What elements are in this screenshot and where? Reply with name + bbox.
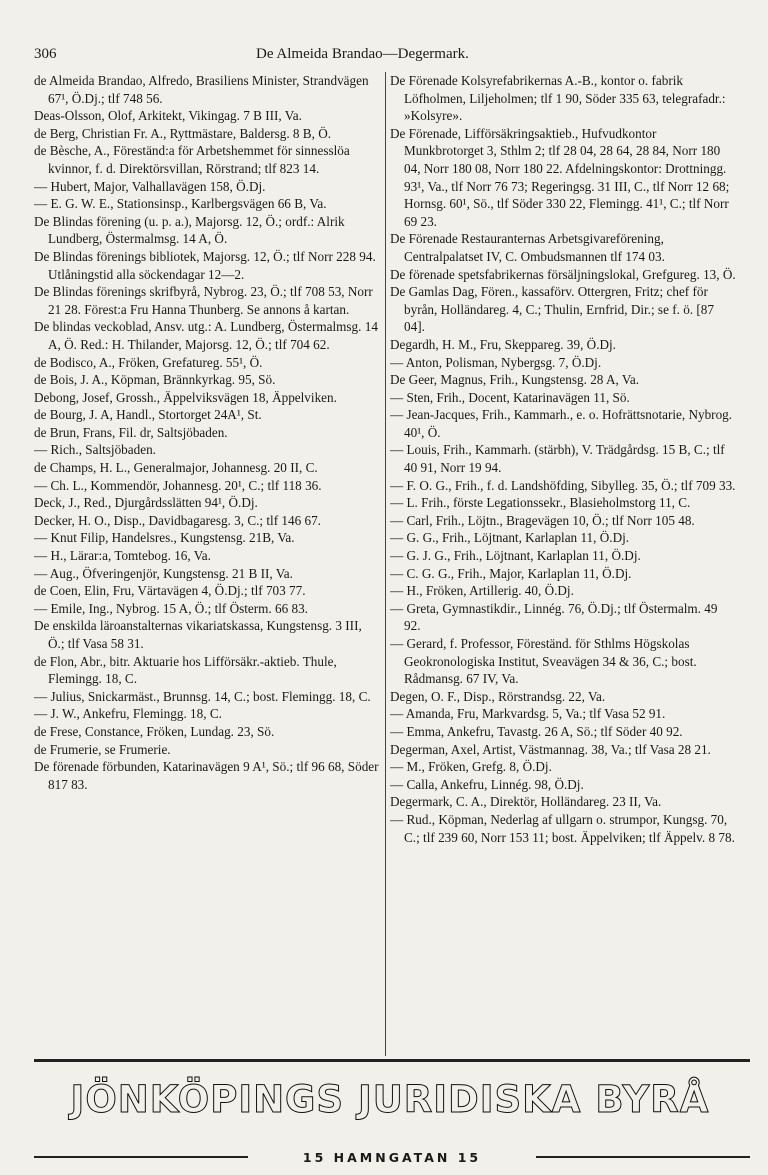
directory-entry: Decker, H. O., Disp., Davidbagaresg. 3, C.; tlf 146 67. xyxy=(34,512,321,528)
directory-entry: De Blindas förening (u. p. a.), Majorsg. 12, Ö.; ordf.: Alrik Lundberg, Östermalmsg. 14 A, Ö. xyxy=(34,213,345,247)
directory-columns xyxy=(34,72,746,1056)
directory-entry: De enskilda läroanstalternas vikariatskassa, Kungstensg. 3 III, Ö.; tlf Vasa 58 31. xyxy=(34,618,362,651)
directory-entry: — M., Fröken, Grefg. 8, Ö.Dj. xyxy=(390,759,552,775)
directory-entry: Deas-Olsson, Olof, Arkitekt, Vikingag. 7 B III, Va. xyxy=(34,108,302,124)
directory-entry: — Sten, Frih., Docent, Katarinavägen 11, Sö. xyxy=(390,389,630,405)
directory-entry: Degardh, H. M., Fru, Skeppareg. 39, Ö.Dj. xyxy=(390,336,616,352)
directory-entry: — G. J. G., Frih., Löjtnant, Karlaplan 11, Ö.Dj. xyxy=(390,548,641,564)
directory-entry: de Champs, H. L., Generalmajor, Johannesg. 20 II, C. xyxy=(34,460,318,476)
directory-entry: de Brun, Frans, Fil. dr, Saltsjöbaden. xyxy=(34,424,228,440)
address-rule-left xyxy=(34,1156,248,1158)
directory-entry: — Gerard, f. Professor, Föreständ. för Sthlms Högskolas Geokronologiska Institut, Sveavägen 34 & 36, C.; bost. Rådmansg. 67 IV, Va. xyxy=(390,636,697,687)
directory-entry: De blindas veckoblad, Ansv. utg.: A. Lundberg, Östermalmsg. 14 A, Ö. Red.: H. Thilander, Majorsg. 12, Ö.; tlf 704 62. xyxy=(34,319,378,352)
directory-entry: — Hubert, Major, Valhallavägen 158, Ö.Dj. xyxy=(34,178,266,194)
directory-entry: — Julius, Snickarmäst., Brunnsg. 14, C.; bost. Flemingg. 18, C. xyxy=(34,688,371,704)
directory-entry: — Greta, Gymnastikdir., Linnég. 76, Ö.Dj.; tlf Östermalm. 49 92. xyxy=(390,600,718,634)
directory-entry: De Förenade Restauranternas Arbetsgivareförening, Centralpalatset IV, C. Ombudsmannen tlf 174 03. xyxy=(390,231,665,264)
directory-entry: de Bourg, J. A, Handl., Stortorget 24A¹, St. xyxy=(34,407,262,423)
directory-entry: de Bois, J. A., Köpman, Brännkyrkag. 95, Sö. xyxy=(34,372,276,388)
footer-rule xyxy=(34,1059,750,1062)
directory-entry: de Frese, Constance, Fröken, Lundag. 23, Sö. xyxy=(34,723,275,739)
page-header xyxy=(34,46,744,70)
directory-entry: — H., Lärar:a, Tomtebog. 16, Va. xyxy=(34,548,211,564)
directory-entry: De Geer, Magnus, Frih., Kungstensg. 28 A, Va. xyxy=(390,372,640,388)
directory-entry: Degen, O. F., Disp., Rörstrandsg. 22, Va. xyxy=(390,688,606,704)
directory-entry: — Knut Filip, Handelsres., Kungstensg. 21B, Va. xyxy=(34,530,295,546)
directory-entry: Deck, J., Red., Djurgårdsslätten 94¹, Ö.Dj. xyxy=(34,495,258,511)
directory-entry: — J. W., Ankefru, Flemingg. 18, C. xyxy=(34,706,222,722)
directory-entry: — E. G. W. E., Stationsinsp., Karlbergsvägen 66 B, Va. xyxy=(34,196,327,212)
directory-entry: de Flon, Abr., bitr. Aktuarie hos Lifförsäkr.-aktieb. Thule, Flemingg. 18, C. xyxy=(34,653,337,687)
directory-entry: — Anton, Polisman, Nybergsg. 7, Ö.Dj. xyxy=(390,354,602,370)
directory-entry: De Förenade, Lifförsäkringsaktieb., Hufvudkontor Munkbrotorget 3, Sthlm 2; tlf 28 04, 28 64, 28 84, Norr 180 04, Norr 180 08, Norr 180 22. Afdelningskontor: Drottningg. 93¹, Va., tlf Norr 76 73; Regeringsg. 31 III, C., tlf Norr 12 68; Hornsg. 60¹, Sö., tlf Söder 330 22, Flemingg. 41¹, C.; tlf Norr 69 23. xyxy=(390,125,730,229)
right-column xyxy=(390,72,736,1056)
directory-entry: — Calla, Ankefru, Linnég. 98, Ö.Dj. xyxy=(390,776,584,792)
directory-entry: de Berg, Christian Fr. A., Ryttmästare, Baldersg. 8 B, Ö. xyxy=(34,125,332,141)
advertisement-banner: JÖNKÖPINGS JURIDISKA BYRÅ xyxy=(70,1078,710,1121)
directory-entry: — H., Fröken, Artillerig. 40, Ö.Dj. xyxy=(390,583,574,599)
column-divider xyxy=(385,72,386,1056)
directory-entry: — F. O. G., Frih., f. d. Landshöfding, Sibylleg. 35, Ö.; tlf 709 33. xyxy=(390,477,736,493)
directory-entry: — Rich., Saltsjöbaden. xyxy=(34,442,156,458)
left-column xyxy=(34,72,380,1056)
advertisement-address: 15 HAMNGATAN 15 xyxy=(302,1150,482,1165)
directory-entry: de Frumerie, se Frumerie. xyxy=(34,741,171,757)
directory-entry: Degermark, C. A., Direktör, Holländareg. 23 II, Va. xyxy=(390,794,662,810)
directory-entry: De Gamlas Dag, Fören., kassaförv. Ottergren, Fritz; chef för byrån, Holländareg. 4, C.; Thulin, Ernfrid, Dir.; se f. ö. [87 04]. xyxy=(390,284,714,335)
directory-entry: — Louis, Frih., Kammarh. (stärbh), V. Trädgårdsg. 15 B, C.; tlf 40 91, Norr 19 94. xyxy=(390,442,725,476)
directory-entry: — Emma, Ankefru, Tavastg. 26 A, Sö.; tlf Söder 40 92. xyxy=(390,723,683,739)
directory-entry: — Amanda, Fru, Markvardsg. 5, Va.; tlf Vasa 52 91. xyxy=(390,706,666,722)
directory-entry: — Jean-Jacques, Frih., Kammarh., e. o. Hofrättsnotarie, Nybrog. 40¹, Ö. xyxy=(390,407,733,440)
directory-entry: — G. G., Frih., Löjtnant, Karlaplan 11, Ö.Dj. xyxy=(390,530,630,546)
directory-entry: de Bodisco, A., Fröken, Grefatureg. 55¹, Ö. xyxy=(34,354,263,370)
directory-entry: De förenade spetsfabrikernas försäljningslokal, Grefgureg. 13, Ö. xyxy=(390,266,736,282)
running-title: De Almeida Brandao—Degermark. xyxy=(256,46,469,62)
directory-entry: — L. Frih., förste Legationssekr., Blasieholmstorg 11, C. xyxy=(390,495,691,511)
directory-entry: de Coen, Elin, Fru, Värtavägen 4, Ö.Dj.; tlf 703 77. xyxy=(34,583,306,599)
directory-entry: — Emile, Ing., Nybrog. 15 A, Ö.; tlf Österm. 66 83. xyxy=(34,600,308,616)
directory-entry: — Rud., Köpman, Nederlag af ullgarn o. strumpor, Kungsg. 70, C.; tlf 239 60, Norr 153 11; bost. Äppelviken; tlf Äppelv. 8 78. xyxy=(390,811,735,845)
directory-entry: — Ch. L., Kommendör, Johannesg. 20¹, C.; tlf 118 36. xyxy=(34,477,322,493)
directory-entry: — C. G. G., Frih., Major, Karlaplan 11, Ö.Dj. xyxy=(390,565,632,581)
directory-entry: De Blindas förenings bibliotek, Majorsg. 12, Ö.; tlf Norr 228 94. Utlåningstid alla söckendagar 12—2. xyxy=(34,248,376,282)
directory-entry: de Almeida Brandao, Alfredo, Brasiliens Minister, Strandvägen 67¹, Ö.Dj.; tlf 748 56. xyxy=(34,73,369,106)
page-number: 306 xyxy=(34,46,57,62)
directory-entry: — Aug., Öfveringenjör, Kungstensg. 21 B II, Va. xyxy=(34,565,293,581)
directory-entry: De förenade förbunden, Katarinavägen 9 A¹, Sö.; tlf 96 68, Söder 817 83. xyxy=(34,759,379,792)
directory-entry: Debong, Josef, Grossh., Äppelviksvägen 18, Äppelviken. xyxy=(34,389,337,405)
directory-entry: Degerman, Axel, Artist, Västmannag. 38, Va.; tlf Vasa 28 21. xyxy=(390,741,711,757)
directory-entry: de Bèsche, A., Föreständ:a för Arbetshemmet för sinnesslöa kvinnor, f. d. Direktörsvillan, Rörstrand; tlf 823 14. xyxy=(34,143,350,176)
directory-entry: — Carl, Frih., Löjtn., Bragevägen 10, Ö.; tlf Norr 105 48. xyxy=(390,512,695,528)
directory-entry: De Förenade Kolsyrefabrikernas A.-B., kontor o. fabrik Löfholmen, Liljeholmen; tlf 1 90, Söder 335 63, telegrafadr.: »Kolsyre». xyxy=(390,73,726,124)
directory-entry: De Blindas förenings skrifbyrå, Nybrog. 23, Ö.; tlf 708 53, Norr 21 28. Förest:a Fru Hanna Thunberg. Se annons å kartan. xyxy=(34,284,373,317)
address-rule-right xyxy=(536,1156,750,1158)
advertisement-address-row xyxy=(34,1150,750,1164)
